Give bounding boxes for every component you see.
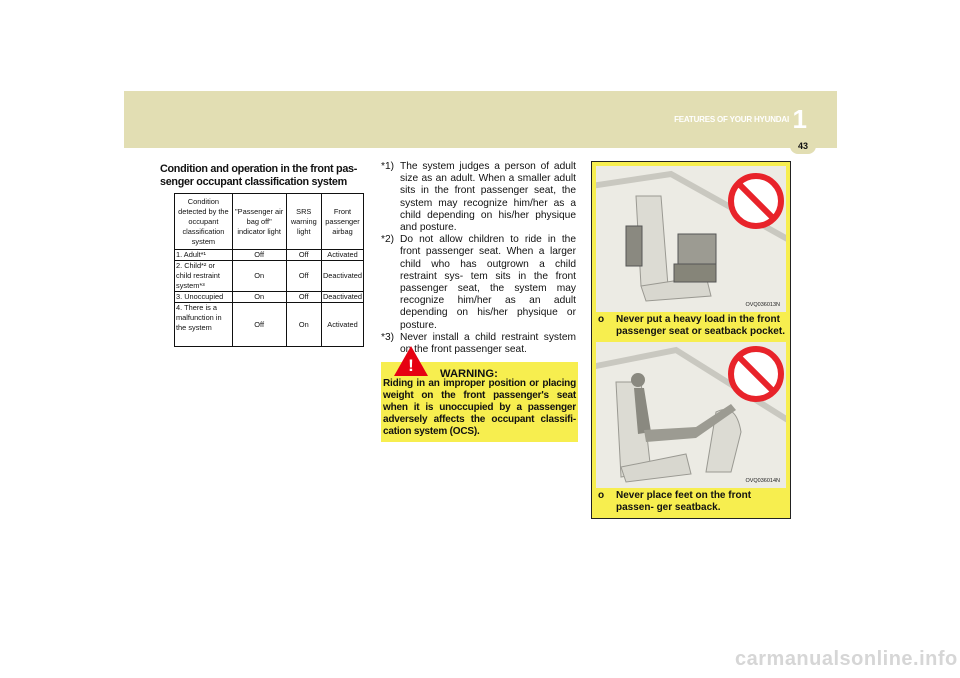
occupant-classification-table xyxy=(174,193,364,347)
illustration-heavy-load xyxy=(596,166,786,312)
table-cell-condition: 2. Child*² or child restraint system*³ xyxy=(175,261,233,292)
caption-text: Never put a heavy load in the front passenger seat or seatback pocket. xyxy=(616,314,785,337)
warning-exclamation: ! xyxy=(408,356,414,375)
warning-text: Riding in an improper position or placing weight on the front passenger's seat when it is unoccupied by a passenger adversely affects the occupant classifi- cation system (OCS). xyxy=(383,378,576,437)
footnote-key: *1) xyxy=(381,161,395,172)
table-cell-srs: Off xyxy=(286,250,321,261)
table-cell-srs: On xyxy=(286,303,321,347)
table-cell-indicator: Off xyxy=(232,250,286,261)
table-cell-indicator: Off xyxy=(232,303,286,347)
table-header-airbag: Front passenger airbag xyxy=(321,194,363,250)
table-cell-airbag: Activated xyxy=(321,250,363,261)
chapter-number: 1 xyxy=(792,104,807,134)
illustration-caption xyxy=(598,314,786,338)
caption-bullet: o xyxy=(598,314,605,325)
table-cell-condition: 1. Adult*¹ xyxy=(175,250,233,261)
table-cell-srs: Off xyxy=(286,261,321,292)
table-cell-condition: 4. There is a malfunction in the system xyxy=(175,303,233,347)
table-cell-airbag: Deactivated xyxy=(321,261,363,292)
caption-text: Never place feet on the front passen- ger seatback. xyxy=(616,490,752,513)
table-row xyxy=(175,250,364,261)
footnote-key: *2) xyxy=(381,234,395,246)
footnotes xyxy=(381,161,576,356)
table-cell-indicator: On xyxy=(232,292,286,303)
footnote xyxy=(381,234,576,332)
footnote-text: Do not allow children to ride in the front passenger seat. When a larger child who has outgrown a child restraint sys- tem sits in the front passenger seat, the system may recognize him/her as an adult depending on his/her physique or posture. xyxy=(400,234,576,331)
image-code: OVQ036013N xyxy=(745,302,780,308)
table-cell-srs: Off xyxy=(286,292,321,303)
warning-title: WARNING: xyxy=(440,368,498,380)
chapter-title: FEATURES OF YOUR HYUNDAI xyxy=(674,115,789,124)
section-title: Condition and operation in the front pas- senger occupant classification system xyxy=(160,163,358,188)
image-code: OVQ036014N xyxy=(745,478,780,484)
footnote xyxy=(381,161,576,234)
illustration-caption xyxy=(598,490,786,514)
illustration-feet-on-seatback xyxy=(596,342,786,488)
table-header-condition: Condition detected by the occupant classification system xyxy=(175,194,233,250)
table-cell-indicator: On xyxy=(232,261,286,292)
watermark-logo[interactable]: carmanualsonline.info xyxy=(735,648,958,670)
table-header-indicator: "Passenger air bag off" indicator light xyxy=(232,194,286,250)
table-cell-condition: 3. Unoccupied xyxy=(175,292,233,303)
table-header-srs: SRS warning light xyxy=(286,194,321,250)
table-cell-airbag: Deactivated xyxy=(322,292,362,301)
table-row xyxy=(175,261,364,292)
table-header-row xyxy=(175,194,364,250)
footnote-key: *3) xyxy=(381,331,395,343)
table-row xyxy=(175,303,364,347)
footnote-text: The system judges a person of adult size as an adult. When a smaller adult sits in the front passenger seat, the system may recognize him/her as a child depending on his/her physique and posture. xyxy=(400,161,576,234)
table-cell-airbag: Activated xyxy=(321,303,363,347)
chapter-header-band xyxy=(124,91,837,148)
caption-bullet: o xyxy=(598,490,605,501)
illustration-panel xyxy=(591,161,791,519)
footnote-text: Never install a child restraint system on the front passenger seat. xyxy=(400,331,576,356)
page-number: 43 xyxy=(790,138,816,154)
table-row xyxy=(175,292,364,303)
